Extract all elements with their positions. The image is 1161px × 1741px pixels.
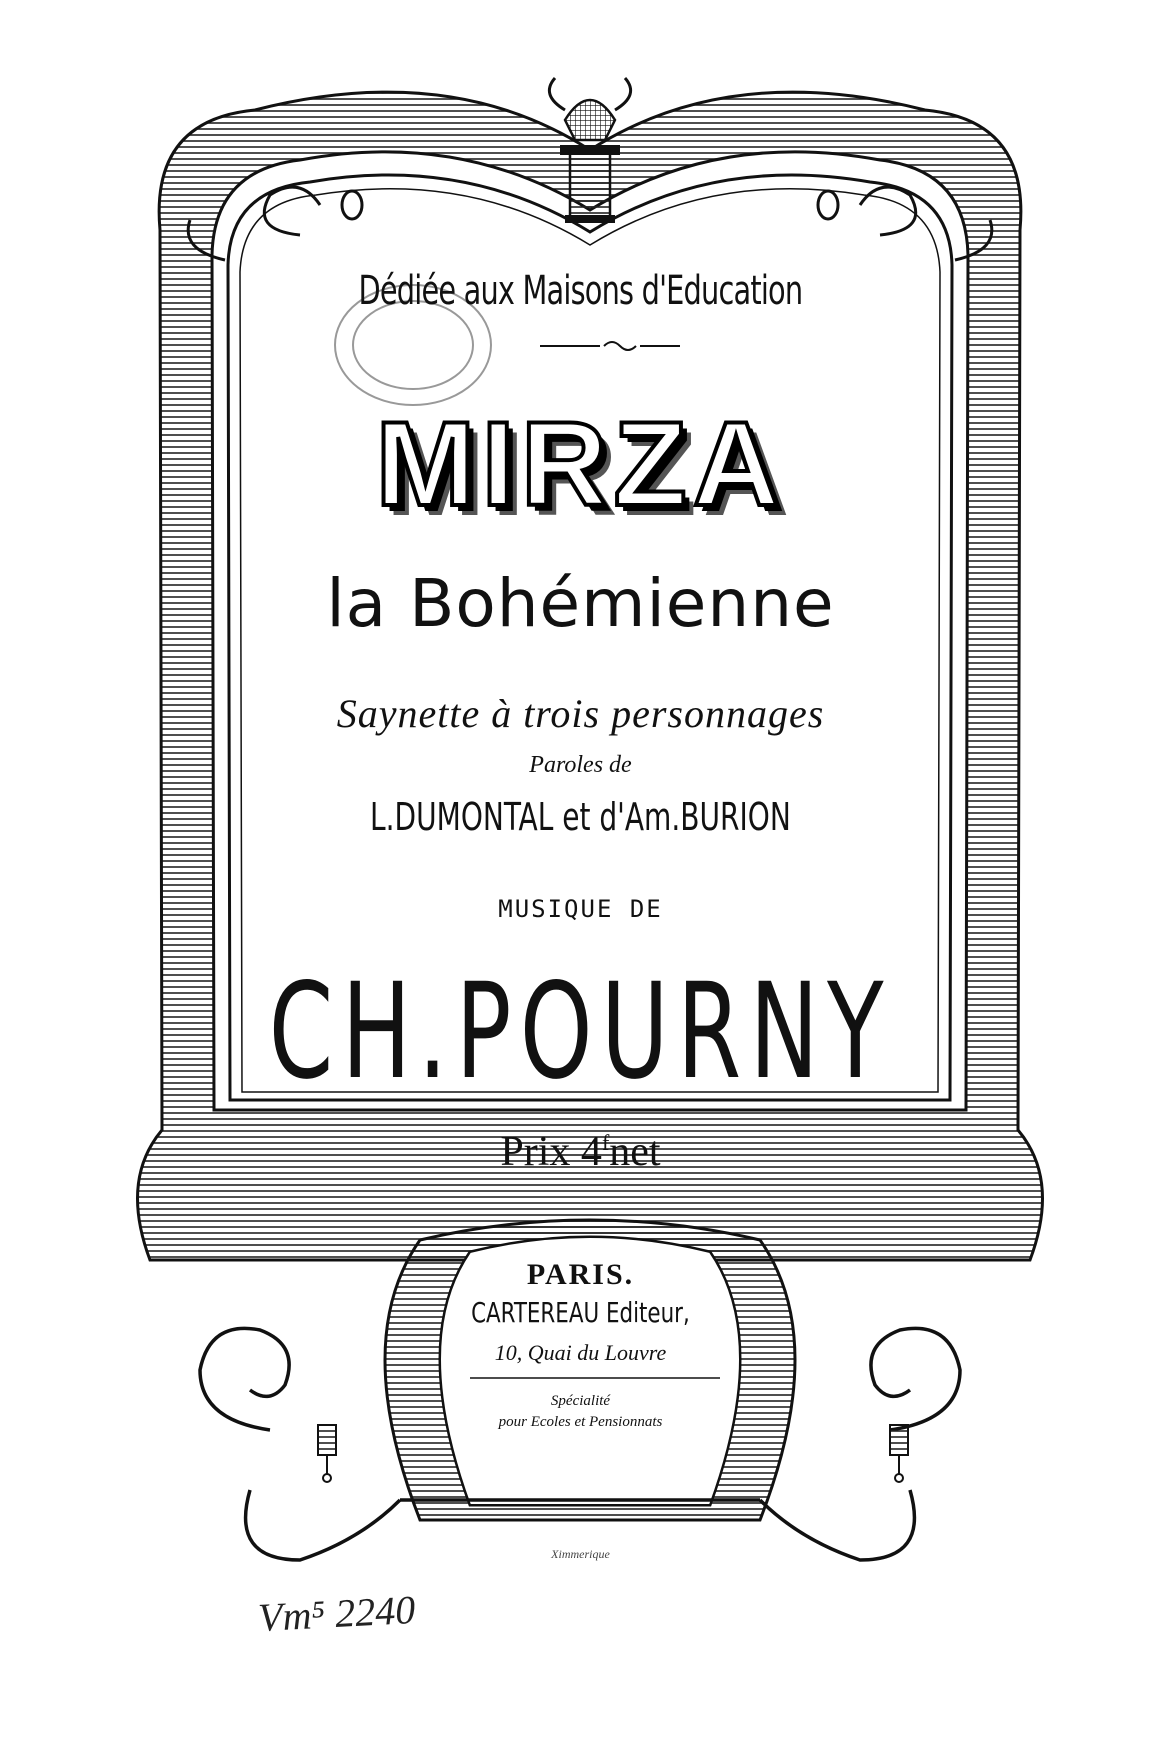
library-shelfmark: Vm⁵ 2240 [256, 1586, 417, 1641]
price-suffix: net [609, 1129, 661, 1175]
title: MIRZA [375, 397, 786, 531]
crown-ornament [549, 78, 630, 223]
dedication: Dédiée aux Maisons d'Education [358, 268, 803, 314]
publisher-address: 10, Quai du Louvre [494, 1340, 667, 1365]
price-unit: f [601, 1130, 610, 1155]
genre: Saynette à trois personnages [336, 691, 825, 736]
price [0, 1128, 1161, 1176]
composer: CH.POURNY [268, 955, 892, 1109]
subtitle: la Bohémienne [326, 565, 835, 642]
lyricists: L.DUMONTAL et d'Am.BURION [370, 795, 791, 839]
specialty-line-2: pour Ecoles et Pensionnats [498, 1414, 663, 1430]
lyrics-label: Paroles de [529, 752, 632, 778]
dedication-divider [540, 342, 680, 350]
publisher-city: PARIS. [526, 1258, 635, 1291]
publisher-name: CARTEREAU Editeur, [471, 1296, 690, 1329]
music-label: MUSIQUE DE [498, 895, 663, 923]
price-prefix: Prix 4 [500, 1129, 602, 1175]
engraver-credit: Ximmerique [551, 1547, 610, 1561]
specialty-line-1: Spécialité [550, 1393, 611, 1409]
